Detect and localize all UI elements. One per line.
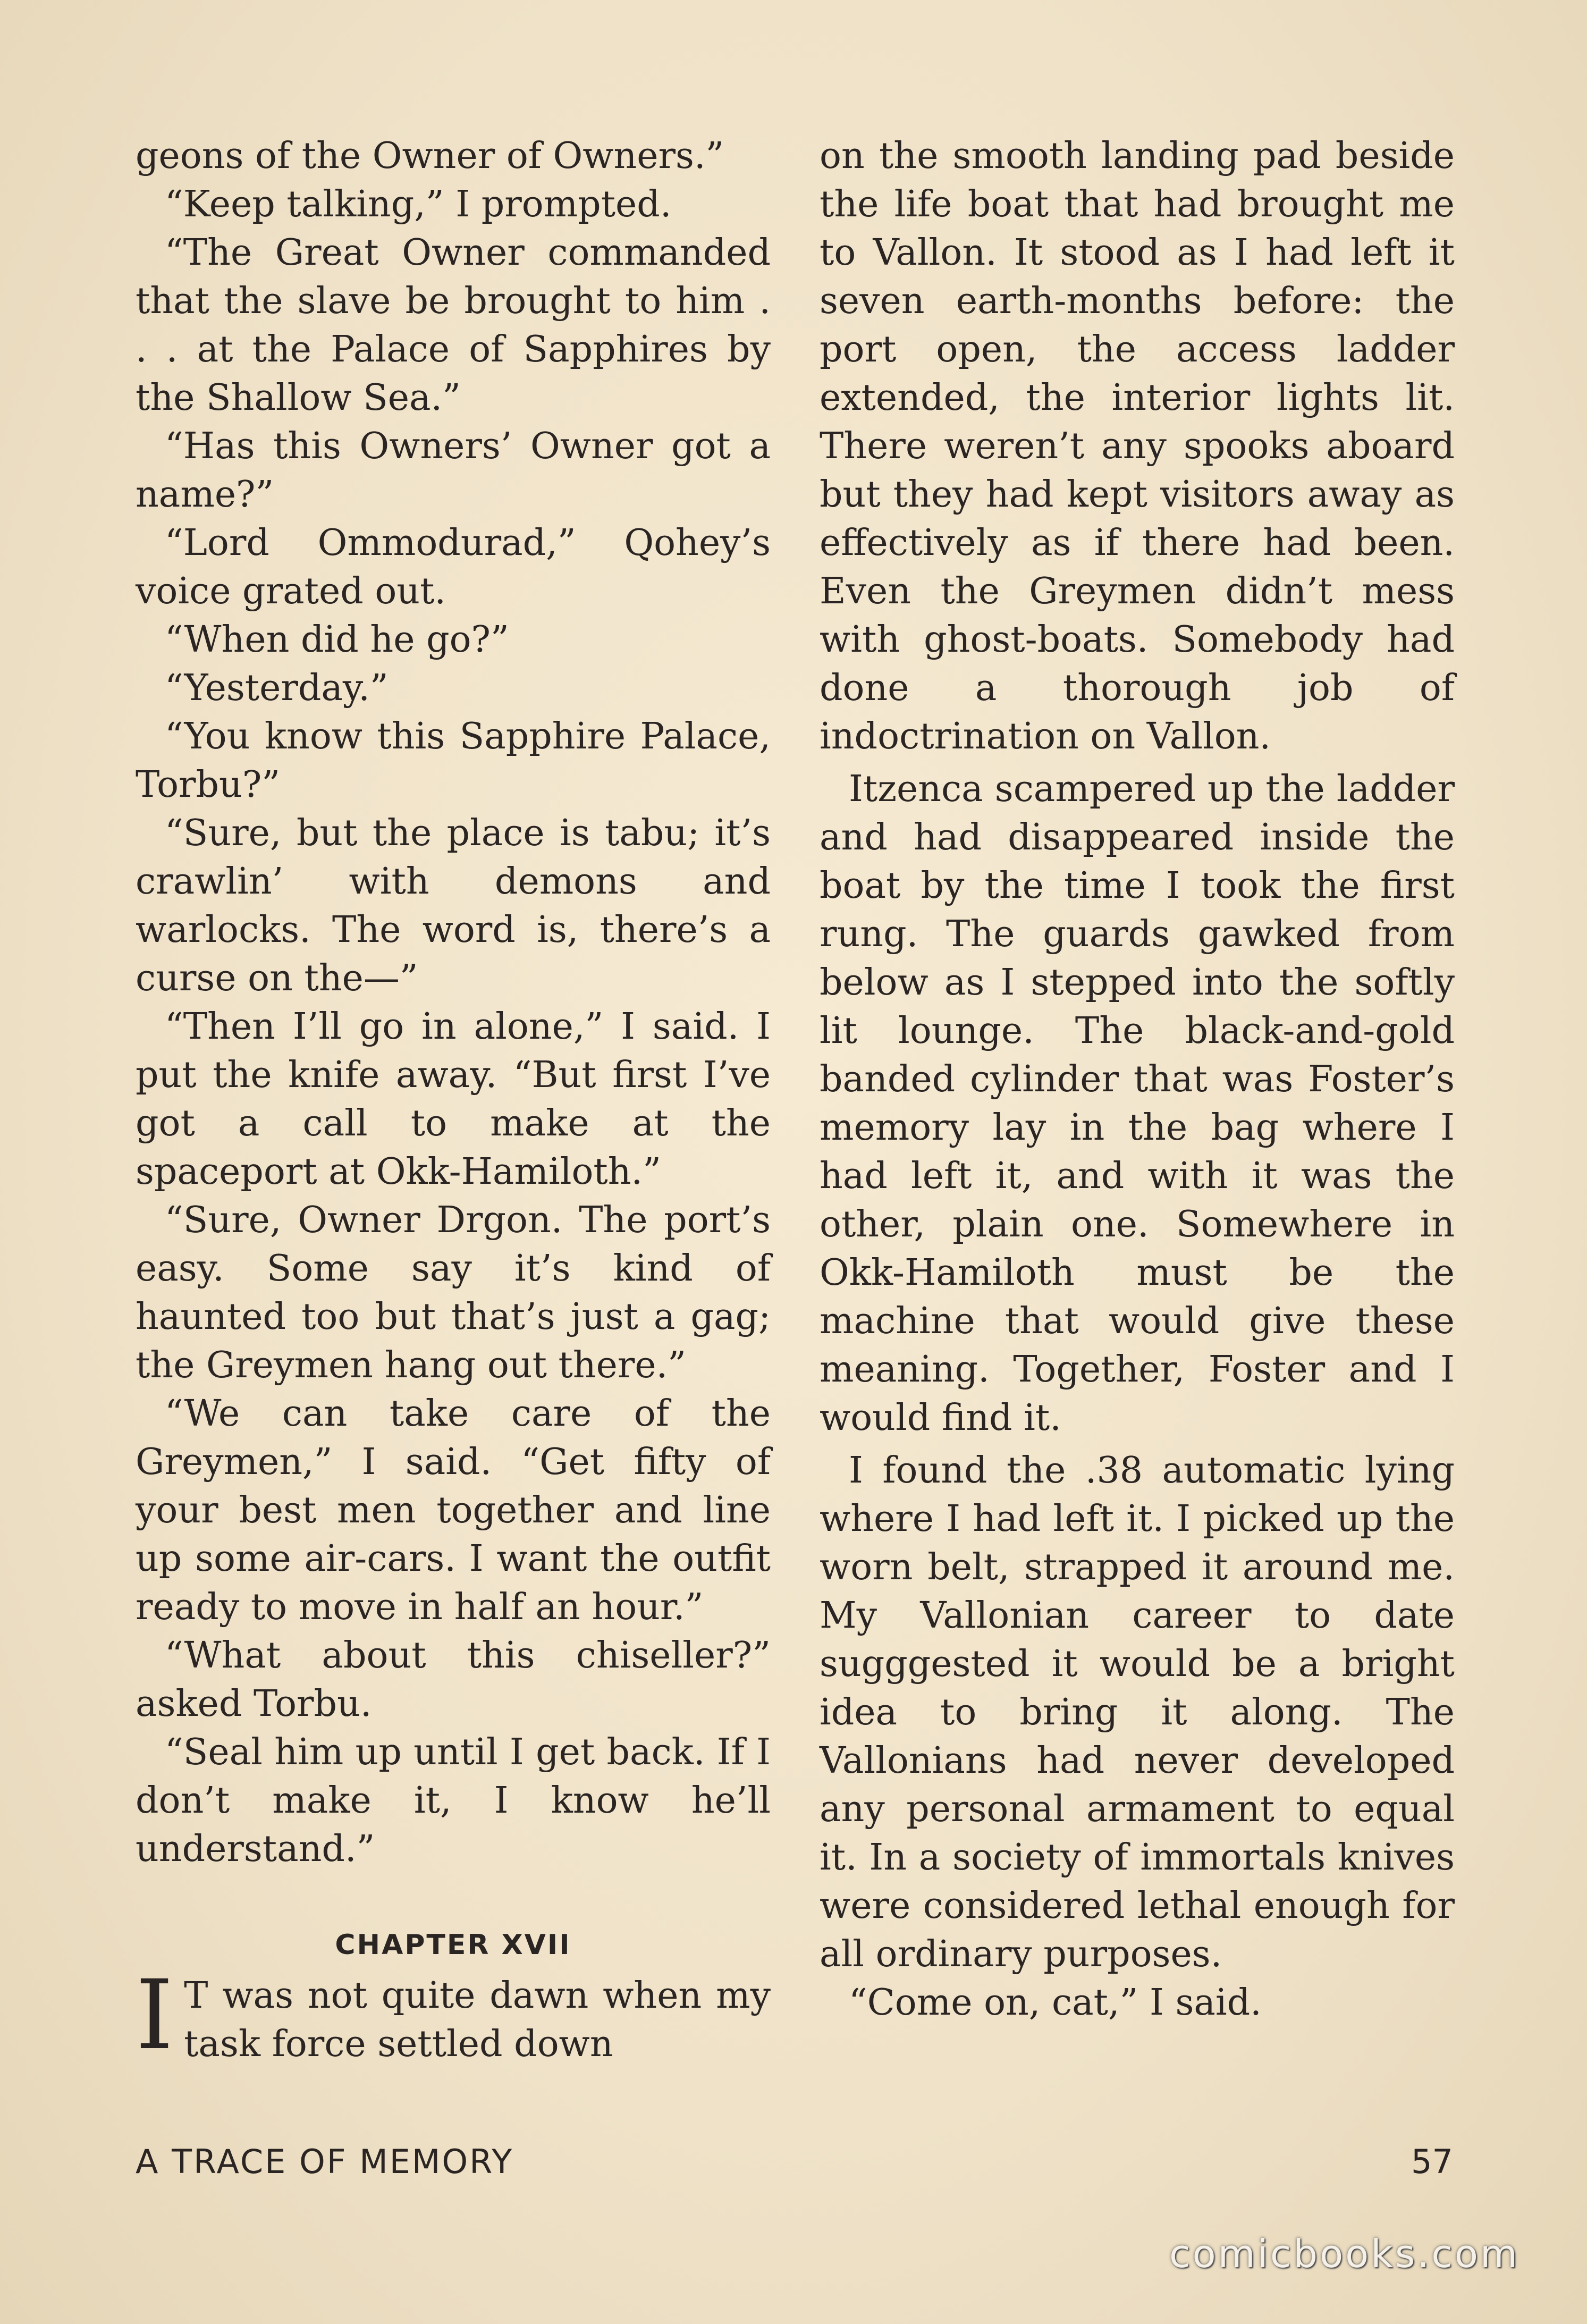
- paragraph: “Keep talking,” I prompted.: [165, 183, 672, 225]
- running-footer-title: A TRACE OF MEMORY: [136, 2142, 514, 2181]
- paragraph: geons of the Owner of Owners.”: [136, 135, 724, 177]
- left-column: [136, 132, 771, 2071]
- paragraph: “Yesterday.”: [165, 667, 389, 709]
- paragraph: “What about this chiseller?” asked Torbu.: [136, 1635, 771, 1725]
- right-column: [820, 132, 1455, 2027]
- chapter-opening-paragraph: [136, 1960, 771, 2071]
- page-number: 57: [1411, 2142, 1453, 2181]
- paragraph: “Seal him up until I get back. If I don’t make it, I know he’ll understand.”: [136, 1731, 771, 1870]
- paragraph: “We can take care of the Greymen,” I said. “Get fifty of your best men together and line up some air-cars. I want the outfit ready to move in half an hour.”: [136, 1393, 771, 1628]
- paragraph: “Then I’ll go in alone,” I said. I put the knife away. “But first I’ve got a call to make at the spaceport at Okk-Hamiloth.”: [136, 1006, 771, 1193]
- paragraph: “Lord Ommodurad,” Qohey’s voice grated out.: [136, 522, 771, 612]
- chapter-opening-text: T was not quite dawn when my task force settled down: [184, 1975, 771, 2065]
- paragraph: “When did he go?”: [165, 619, 509, 661]
- paragraph: “The Great Owner commanded that the slave be brought to him . . . at the Palace of Sapphires by the Shallow Sea.”: [136, 232, 771, 419]
- paragraph: “Sure, but the place is tabu; it’s crawlin’ with demons and warlocks. The word is, there’s a curse on the—”: [136, 812, 771, 999]
- watermark-logo: comicbooks.com: [1169, 2232, 1520, 2276]
- paragraph: on the smooth landing pad beside the life boat that had brought me to Vallon. It stood as I had left it seven earth-months before: the port open, the access ladder extended, the interior lights lit. There weren’t any spooks aboard but they had kept visitors away as effectively as if there had been. Even the Greymen didn’t mess with ghost-boats. Somebody had done a thorough job of indoctrination on Vallon.: [820, 135, 1455, 757]
- drop-cap: I: [136, 1960, 174, 2071]
- paragraph: “You know this Sapphire Palace, Torbu?”: [136, 715, 771, 806]
- paragraph: “Come on, cat,” I said.: [849, 1982, 1262, 2024]
- paragraph: Itzenca scampered up the ladder and had disappeared inside the boat by the time I took the first rung. The guards gawked from below as I stepped into the softly lit lounge. The black-and-gold banded cylinder that was Foster’s memory lay in the bag where I had left it, and with it was the other, plain one. Somewhere in Okk-Hamiloth must be the machine that would give these meaning. Together, Foster and I would find it.: [820, 768, 1455, 1439]
- paragraph: I found the .38 automatic lying where I had left it. I picked up the worn belt, strapped it around me. My Vallonian career to date sugggested it would be a bright idea to bring it along. The Vallonians had never developed any personal armament to equal it. In a society of immortals knives were considered lethal enough for all ordinary purposes.: [820, 1450, 1455, 1975]
- paragraph: “Has this Owners’ Owner got a name?”: [136, 425, 771, 516]
- paragraph: “Sure, Owner Drgon. The port’s easy. Some say it’s kind of haunted too but that’s just a gag; the Greymen hang out there.”: [136, 1199, 771, 1386]
- chapter-heading: CHAPTER XVII: [335, 1929, 571, 1961]
